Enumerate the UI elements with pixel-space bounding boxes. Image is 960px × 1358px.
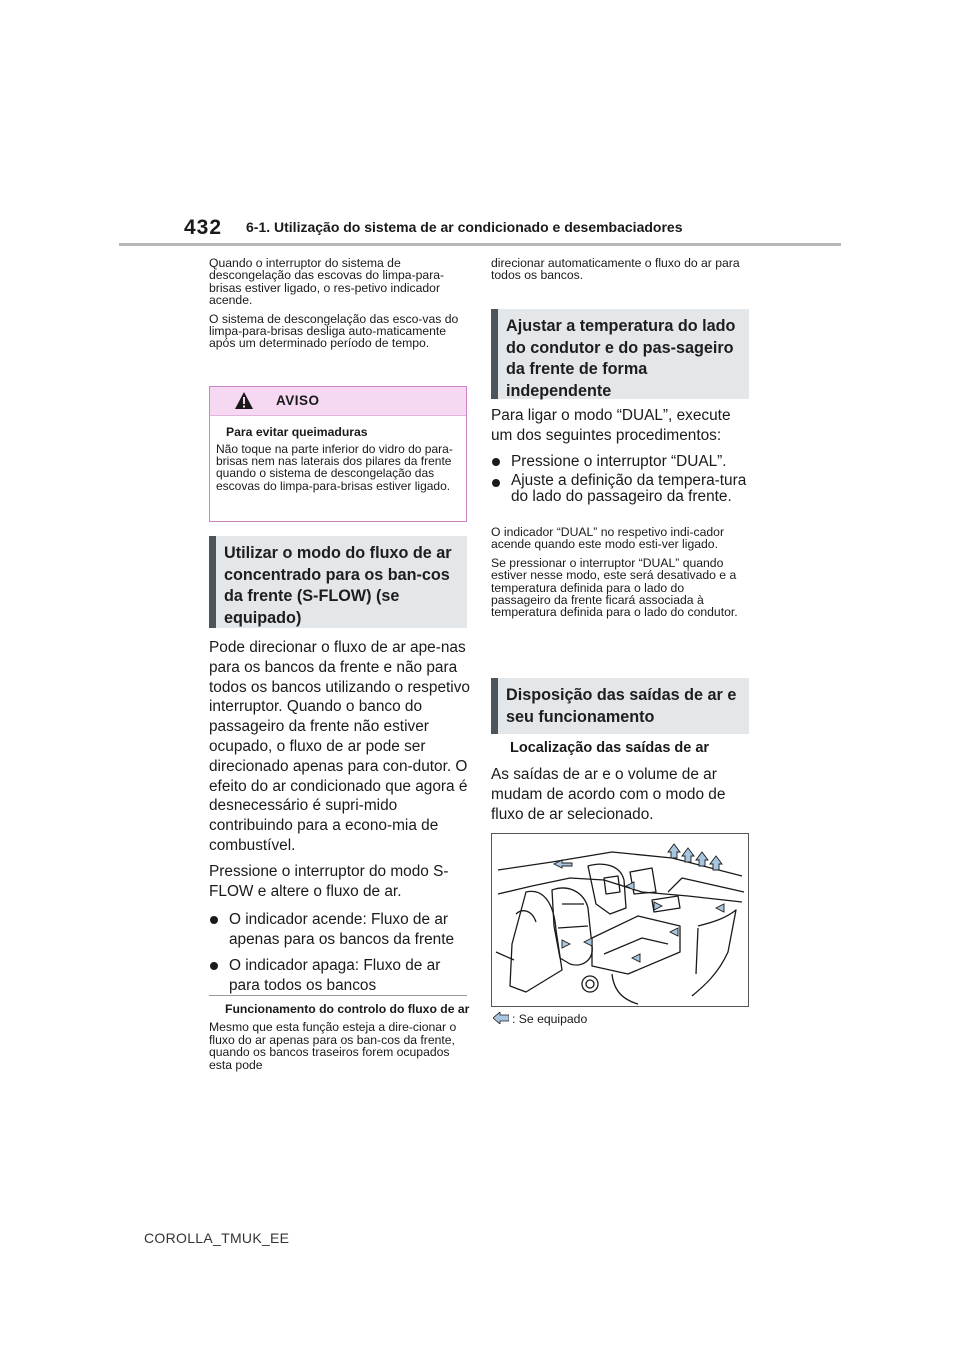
warning-subtitle: Para evitar queimaduras xyxy=(226,425,368,439)
warning-text: Não toque na parte inferior do vidro do para-brisas nem nas laterais dos pilares da frente quando o sistema de descongelação das escovas do limpa-para-brisas estiver ligado. xyxy=(216,442,453,493)
legend-text: : Se equipado xyxy=(512,1012,588,1026)
section-heading-vents: Disposição das saídas de ar e seu funcionamento xyxy=(491,678,749,734)
vents-illustration xyxy=(491,833,749,1007)
dual-note-1: O indicador “DUAL” no respetivo indi-cador acende quando este modo esti-ver ligado. xyxy=(491,525,725,552)
section-heading-dual: Ajustar a temperatura do lado do condutor e do pas-sageiro da frente de forma independente xyxy=(491,309,749,399)
continuation-text: direcionar automaticamente o fluxo do ar para todos os bancos. xyxy=(491,256,740,283)
dual-bullet-adjust: Ajuste a definição da tempera-tura do lado do passageiro da frente. xyxy=(491,473,749,505)
dual-bullet-press: Pressione o interruptor “DUAL”. xyxy=(491,452,749,472)
note-title: Funcionamento do controlo do fluxo de ar xyxy=(225,1002,470,1016)
warning-box xyxy=(209,386,467,522)
intro-paragraph-1: Quando o interruptor do sistema de descongelação das escovas do limpa-para-brisas estiver ligado, o res-petivo indicador acende. xyxy=(209,256,445,308)
vents-subheading: Localização das saídas de ar xyxy=(510,740,710,756)
warning-icon xyxy=(234,391,254,411)
s-flow-bullet-off: O indicador apaga: Fluxo de ar para todos os bancos xyxy=(209,956,471,996)
dual-paragraph: Para ligar o modo “DUAL”, execute um dos seguintes procedimentos: xyxy=(491,407,731,444)
dual-note-2: Se pressionar o interruptor “DUAL” quando estiver nesse modo, este será desativado e a temperatura definida para o lado do passageiro da frente ficará associada à temperatura definida para o lado do condutor. xyxy=(491,555,738,620)
page-number: 432 xyxy=(184,216,223,239)
note-divider xyxy=(209,995,467,996)
warning-title: AVISO xyxy=(276,393,320,408)
s-flow-paragraph: Pode direcionar o fluxo de ar ape-nas para os bancos da frente e não para todos os bancos utilizando o respetivo interruptor. Quando o banco do passageiro da frente não estiver ocupado, o fluxo de ar pode ser direcionado apenas para con-dutor. O efeito do ar condicionado que agora é desnecessário é supri-mido contribuindo para a econo-mia de combustível. xyxy=(209,639,470,854)
header-divider xyxy=(119,243,841,246)
note xyxy=(209,1003,471,1077)
s-flow-instruction: Pressione o interruptor do modo S-FLOW e altere o fluxo de ar. xyxy=(209,862,449,900)
car-interior-drawing xyxy=(492,834,748,1006)
s-flow-body xyxy=(209,638,471,1002)
intro-text xyxy=(209,257,471,356)
vents-paragraph: As saídas de ar e o volume de ar mudam de acordo com o modo de fluxo de ar selecionado. xyxy=(491,766,726,823)
intro-paragraph-2: O sistema de descongelação das esco-vas do limpa-para-brisas desliga auto-maticamente após um determinado período de tempo. xyxy=(209,311,459,351)
airflow-arrow-icon xyxy=(493,1012,509,1024)
footer-model: COROLLA_TMUK_EE xyxy=(144,1230,290,1246)
section-heading-s-flow: Utilizar o modo do fluxo de ar concentrado para os ban-cos da frente (S-FLOW) (se equipado) xyxy=(209,536,467,628)
dual-notes xyxy=(491,526,747,625)
dual-body xyxy=(491,406,749,511)
warning-header xyxy=(210,387,466,416)
s-flow-bullet-on: O indicador acende: Fluxo de ar apenas para os bancos da frente xyxy=(209,910,471,950)
note-text: Mesmo que esta função esteja a dire-cionar o fluxo do ar apenas para os ban-cos da frente, quando os bancos traseiros forem ocupados esta pode xyxy=(209,1020,457,1072)
chapter-title: 6-1. Utilização do sistema de ar condicionado e desembaciadores xyxy=(246,219,683,235)
